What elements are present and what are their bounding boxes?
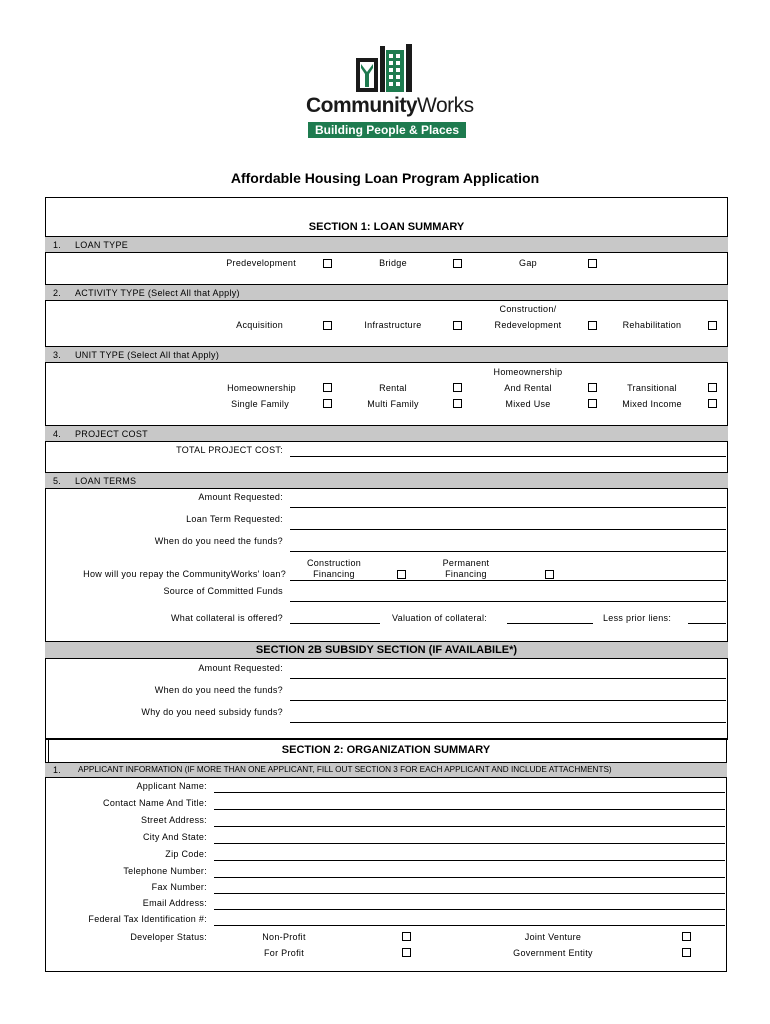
- logo-name-rest: Works: [417, 94, 474, 117]
- source-funds-label: Source of Committed Funds: [163, 586, 283, 596]
- telephone-label: Telephone Number:: [123, 866, 207, 876]
- repay-field[interactable]: [290, 580, 726, 581]
- liens-field[interactable]: [688, 623, 726, 624]
- loan-type-predevelopment-label: Predevelopment: [226, 258, 296, 268]
- logo-tagline: Building People & Places: [308, 122, 466, 138]
- unit-single-family-checkbox[interactable]: [323, 399, 332, 408]
- unit-single-family-label: Single Family: [231, 399, 289, 409]
- collateral-label: What collateral is offered?: [171, 613, 283, 623]
- loan-type-gap-label: Gap: [519, 258, 537, 268]
- zip-code-label: Zip Code:: [165, 849, 207, 859]
- building-icon: [356, 44, 416, 92]
- joint-venture-checkbox[interactable]: [682, 932, 691, 941]
- section2b-header: [45, 641, 728, 659]
- activity-type-num: 2.: [53, 288, 62, 298]
- project-cost-label: PROJECT COST: [75, 429, 148, 439]
- loan-type-bridge-label: Bridge: [379, 258, 407, 268]
- subsidy-when-field[interactable]: [290, 700, 726, 701]
- activity-rehabilitation-checkbox[interactable]: [708, 321, 717, 330]
- page-title: Affordable Housing Loan Program Application: [230, 170, 540, 186]
- unit-mixed-income-checkbox[interactable]: [708, 399, 717, 408]
- loan-terms-num: 5.: [53, 476, 62, 486]
- unit-multi-family-checkbox[interactable]: [453, 399, 462, 408]
- telephone-field[interactable]: [214, 877, 725, 878]
- unit-mixed-use-label: Mixed Use: [505, 399, 551, 409]
- section1-title: SECTION 1: LOAN SUMMARY: [308, 221, 465, 233]
- unit-homeownership-checkbox[interactable]: [323, 383, 332, 392]
- valuation-field[interactable]: [507, 623, 593, 624]
- activity-acquisition-label: Acquisition: [236, 320, 283, 330]
- valuation-label: Valuation of collateral:: [392, 613, 488, 623]
- for-profit-label: For Profit: [263, 948, 304, 958]
- loan-type-predevelopment-checkbox[interactable]: [323, 259, 332, 268]
- city-state-field[interactable]: [214, 843, 725, 844]
- unit-homeownership-rental-head: Homeownership: [493, 367, 563, 377]
- activity-redevelopment-label: Redevelopment: [494, 320, 562, 330]
- loan-type-bridge-checkbox[interactable]: [453, 259, 462, 268]
- activity-infrastructure-checkbox[interactable]: [453, 321, 462, 330]
- activity-rehabilitation-label: Rehabilitation: [622, 320, 682, 330]
- project-cost-num: 4.: [53, 429, 62, 439]
- subsidy-amount-field[interactable]: [290, 678, 726, 679]
- loan-terms-label: LOAN TERMS: [75, 476, 137, 486]
- subsidy-when-label: When do you need the funds?: [154, 685, 283, 695]
- loan-type-label: LOAN TYPE: [75, 240, 129, 250]
- unit-rental-label: Rental: [379, 383, 407, 393]
- section2b-title: SECTION 2B SUBSIDY SECTION (IF AVAILABILE*): [255, 644, 518, 656]
- when-funds-label: When do you need the funds?: [154, 536, 283, 546]
- loan-type-num: 1.: [53, 240, 62, 250]
- activity-construction-label: Construction/: [499, 304, 557, 314]
- for-profit-checkbox[interactable]: [402, 948, 411, 957]
- project-cost-header: [45, 425, 728, 442]
- activity-redevelopment-checkbox[interactable]: [588, 321, 597, 330]
- activity-type-label: ACTIVITY TYPE (Select All that Apply): [75, 288, 240, 298]
- unit-homeownership-label: Homeownership: [227, 383, 296, 393]
- loan-type-header: [45, 236, 728, 253]
- applicant-name-field[interactable]: [214, 792, 725, 793]
- unit-type-num: 3.: [53, 350, 62, 360]
- unit-rental-checkbox[interactable]: [453, 383, 462, 392]
- unit-mixed-income-label: Mixed Income: [622, 399, 682, 409]
- unit-multi-family-label: Multi Family: [367, 399, 419, 409]
- applicant-info-num: 1.: [53, 765, 62, 775]
- source-funds-field[interactable]: [290, 601, 726, 602]
- activity-type-header: [45, 284, 728, 301]
- amount-requested-field[interactable]: [290, 507, 726, 508]
- unit-mixed-use-checkbox[interactable]: [588, 399, 597, 408]
- applicant-info-header: [45, 762, 727, 778]
- subsidy-amount-label: Amount Requested:: [198, 663, 283, 673]
- permanent-financing-checkbox[interactable]: [545, 570, 554, 579]
- government-entity-checkbox[interactable]: [682, 948, 691, 957]
- loan-type-gap-checkbox[interactable]: [588, 259, 597, 268]
- tax-id-field[interactable]: [214, 925, 725, 926]
- contact-name-label: Contact Name And Title:: [103, 798, 207, 808]
- loan-term-field[interactable]: [290, 529, 726, 530]
- activity-acquisition-checkbox[interactable]: [323, 321, 332, 330]
- joint-venture-label: Joint Venture: [524, 932, 582, 942]
- section2-title: SECTION 2: ORGANIZATION SUMMARY: [281, 744, 491, 756]
- government-entity-label: Government Entity: [513, 948, 593, 958]
- non-profit-label: Non-Profit: [262, 932, 306, 942]
- unit-transitional-label: Transitional: [627, 383, 677, 393]
- logo: [300, 44, 480, 142]
- subsidy-why-label: Why do you need subsidy funds?: [141, 707, 283, 717]
- permanent-financing-label-1: Permanent: [442, 558, 490, 568]
- total-project-cost-label: TOTAL PROJECT COST:: [176, 445, 283, 455]
- unit-transitional-checkbox[interactable]: [708, 383, 717, 392]
- developer-status-label: Developer Status:: [130, 932, 207, 942]
- street-address-label: Street Address:: [140, 815, 207, 825]
- fax-label: Fax Number:: [151, 882, 207, 892]
- amount-requested-label: Amount Requested:: [198, 492, 283, 502]
- street-address-field[interactable]: [214, 826, 725, 827]
- unit-type-label: UNIT TYPE (Select All that Apply): [75, 350, 220, 360]
- collateral-field[interactable]: [290, 623, 380, 624]
- unit-and-rental-checkbox[interactable]: [588, 383, 597, 392]
- permanent-financing-label-2: Financing: [445, 569, 487, 579]
- zip-code-field[interactable]: [214, 860, 725, 861]
- loan-terms-header: [45, 472, 728, 489]
- total-project-cost-field[interactable]: [290, 456, 726, 457]
- construction-financing-label-2: Financing: [313, 569, 355, 579]
- when-funds-field[interactable]: [290, 551, 726, 552]
- subsidy-why-field[interactable]: [290, 722, 726, 723]
- applicant-name-label: Applicant Name:: [136, 781, 207, 791]
- city-state-label: City And State:: [142, 832, 207, 842]
- contact-name-field[interactable]: [214, 809, 725, 810]
- applicant-info-label: APPLICANT INFORMATION (IF MORE THAN ONE APPLICANT, FILL OUT SECTION 3 FOR EACH APPLICANT AND INCLUDE ATTACHMENTS): [78, 765, 612, 774]
- liens-label: Less prior liens:: [603, 613, 672, 623]
- email-label: Email Address:: [142, 898, 207, 908]
- logo-name-bold: Community: [306, 94, 417, 117]
- tax-id-label: Federal Tax Identification #:: [88, 914, 207, 924]
- email-field[interactable]: [214, 909, 725, 910]
- construction-financing-checkbox[interactable]: [397, 570, 406, 579]
- loan-term-label: Loan Term Requested:: [186, 514, 283, 524]
- fax-field[interactable]: [214, 893, 725, 894]
- unit-and-rental-label: And Rental: [504, 383, 552, 393]
- repay-label: How will you repay the CommunityWorks' loan?: [83, 569, 286, 579]
- unit-type-header: [45, 346, 728, 363]
- construction-financing-label-1: Construction: [306, 558, 362, 568]
- non-profit-checkbox[interactable]: [402, 932, 411, 941]
- activity-infrastructure-label: Infrastructure: [364, 320, 422, 330]
